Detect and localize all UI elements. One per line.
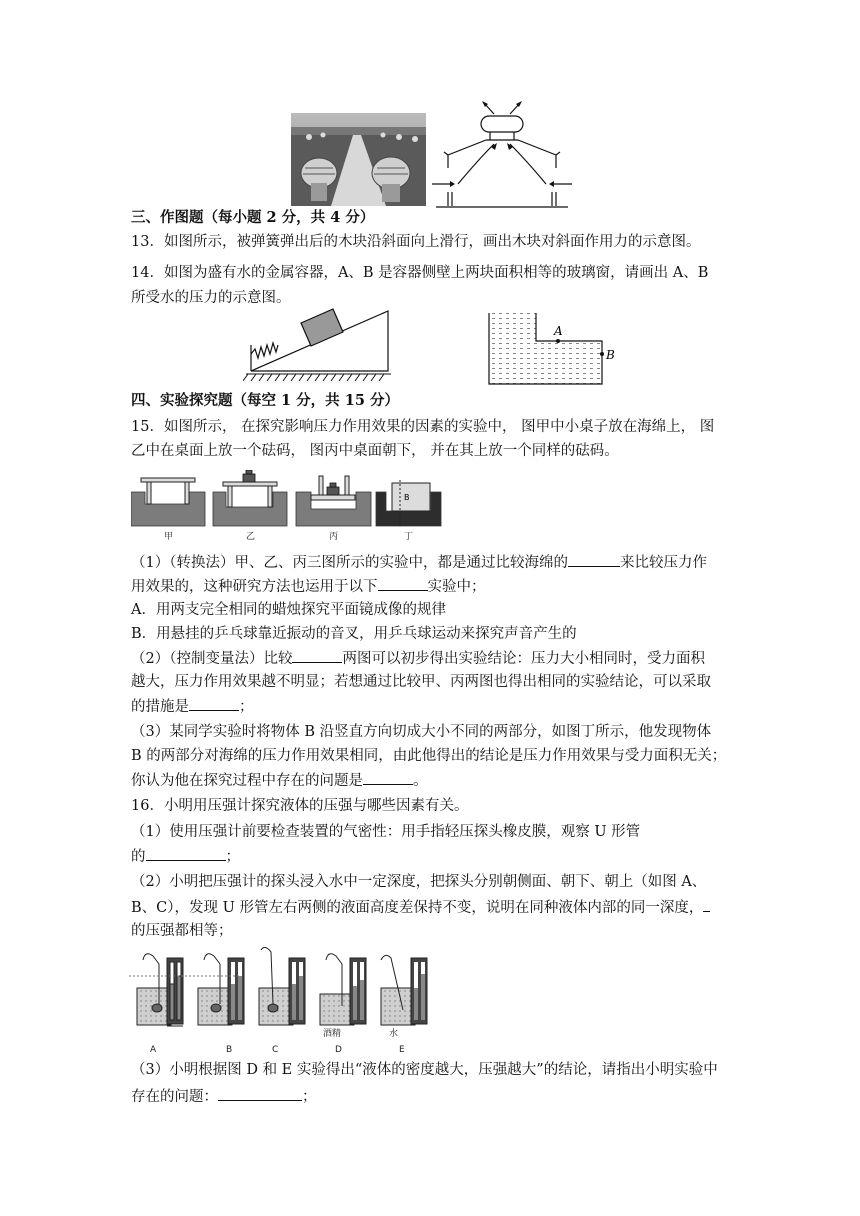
- fig-label-d: D: [335, 1045, 342, 1055]
- fig-label-bing: 丙: [329, 532, 339, 542]
- q15-part3-line2: B 的两部分对海绵的压力作用效果相同，由此他得出的结论是压力作用效果与受力面积无关；: [131, 748, 727, 764]
- question-15-intro2: 乙中在桌面上放一个砝码， 图丙中桌面朝下， 并在其上放一个同样的砝码。: [131, 443, 619, 459]
- fig-label-b: B: [226, 1045, 233, 1055]
- question-14-line2: 所受水的压力的示意图。: [131, 290, 291, 306]
- q15-part1-line1: （1）（转换法）甲、乙、丙三图所示的实验中，都是通过比较海绵的 来比较压力作: [131, 551, 707, 574]
- answer-blank[interactable]: [378, 575, 428, 591]
- fig-label-yi: 乙: [246, 532, 256, 542]
- q15-part2-line1: （2）（控制变量法）比较 两图可以初步得出实验结论：压力大小相同时，受力面积: [131, 647, 705, 670]
- window-b-label: B: [606, 348, 615, 362]
- question-16-intro: 16．小明用压强计探究液体的压强与哪些因素有关。: [131, 798, 469, 814]
- q16-part3-line2: 存在的问题： ；: [131, 1085, 317, 1108]
- q15-part3-line3: 你认为他在探究过程中存在的问题是 。: [131, 769, 428, 792]
- answer-blank[interactable]: [146, 845, 226, 861]
- section-title-experiment: 四、实验探究题（每空 1 分，共 15 分）: [131, 392, 399, 409]
- ventilator-photo: [291, 113, 426, 206]
- section-title-drawing: 三、作图题（每小题 2 分，共 4 分）: [131, 209, 375, 226]
- question-14-line1: 14．如图为盛有水的金属容器，A、B 是容器侧壁上两块面积相等的玻璃窗，请画出 A、B: [131, 265, 709, 281]
- q15-part2-line2: 越大，压力作用效果越不明显；若想通过比较甲、丙两图也得出相同的实验结论，可以采取: [131, 674, 711, 690]
- airflow-diagram: [428, 100, 576, 208]
- answer-blank[interactable]: [363, 769, 413, 785]
- window-a-label: A: [554, 324, 563, 338]
- q15-option-b: B．用悬挂的乒乓球靠近振动的音叉，用乒乓球运动来探究声音产生的: [131, 626, 577, 642]
- q15-part2-line3: 的措施是 ；: [131, 695, 254, 718]
- q16-part2-line1: （2）小明把压强计的探头浸入水中一定深度，把探头分别朝侧面、朝下、朝上（如图 A、: [131, 874, 707, 890]
- pressure-gauge-figures: [129, 944, 434, 1056]
- sponge-experiment-figures: [131, 470, 443, 544]
- q16-part1-line2: 的 ；: [131, 845, 240, 868]
- fig-label-e: E: [399, 1045, 405, 1055]
- q15-option-a: A．用两支完全相同的蜡烛探究平面镜成像的规律: [131, 602, 446, 618]
- answer-blank[interactable]: [568, 551, 620, 567]
- q16-part1-line1: （1）使用压强计前要检查装置的气密性：用手指轻压探头橡皮膜，观察 U 形管: [131, 824, 641, 840]
- object-b-label: B: [404, 493, 410, 502]
- q15-part3-line1: （3）某同学实验时将物体 B 沿竖直方向切成大小不同的两部分，如图丁所示，他发现物体: [131, 724, 712, 740]
- question-13: 13．如图所示，被弹簧弹出后的木块沿斜面向上滑行，画出木块对斜面作用力的示意图。: [131, 234, 701, 250]
- fig-label-ding: 丁: [404, 532, 414, 542]
- answer-blank[interactable]: [189, 695, 239, 711]
- fig-label-a: A: [150, 1045, 157, 1055]
- liquid-label-alcohol: 酒精: [323, 1029, 342, 1039]
- answer-blank[interactable]: [703, 896, 710, 912]
- liquid-label-water: 水: [389, 1029, 399, 1039]
- answer-blank[interactable]: [218, 1085, 302, 1101]
- question-15-intro1: 15．如图所示， 在探究影响压力作用效果的因素的实验中， 图甲中小桌子放在海绵上， 图: [131, 419, 715, 435]
- q16-part2-line2: B、C），发现 U 形管左右两侧的液面高度差保持不变，说明在同种液体内部的同一深度，: [131, 896, 710, 919]
- answer-blank[interactable]: [292, 647, 342, 663]
- fig-label-c: C: [272, 1045, 279, 1055]
- water-container-figure: [484, 311, 624, 387]
- q15-part1-line2: 用效果的，这种研究方法也运用于以下 实验中；: [131, 575, 486, 598]
- fig-label-jia: 甲: [164, 532, 174, 542]
- incline-spring-figure: [243, 307, 393, 385]
- q16-part3-line1: （3）小明根据图 D 和 E 实验得出“液体的密度越大，压强越大”的结论，请指出小明实验中: [131, 1062, 718, 1078]
- q16-part2-line3: 的压强都相等；: [131, 923, 233, 939]
